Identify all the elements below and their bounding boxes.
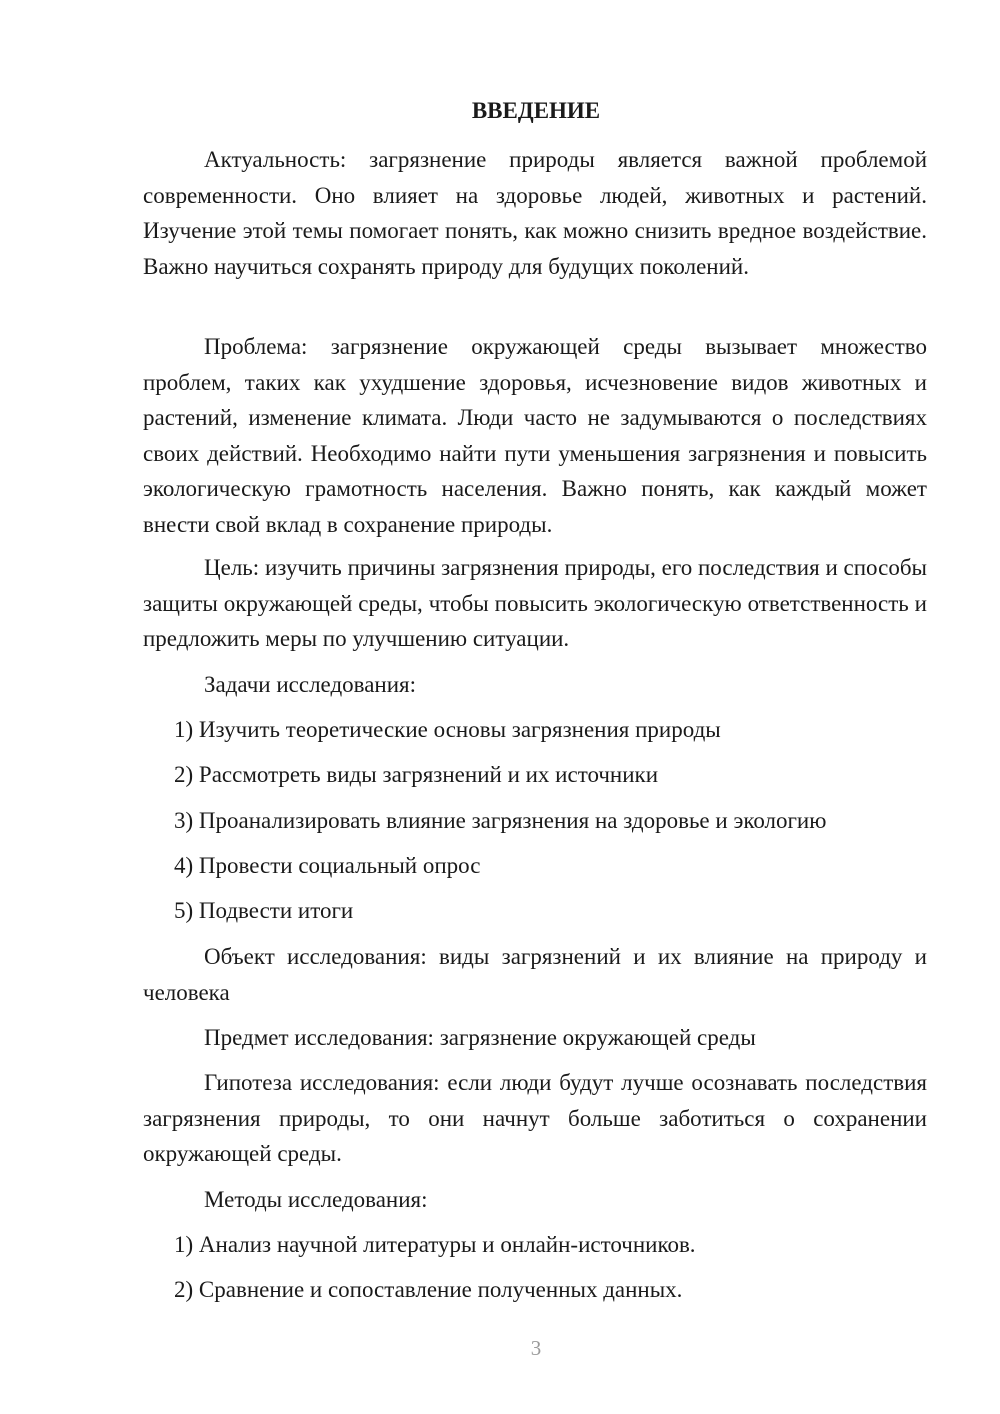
task-item: 2) Рассмотреть виды загрязнений и их источники xyxy=(174,762,659,787)
method-item: 2) Сравнение и сопоставление полученных данных. xyxy=(174,1277,683,1302)
task-item: 4) Провести социальный опрос xyxy=(174,853,481,878)
subject-paragraph: Предмет исследования: загрязнение окружающей среды xyxy=(204,1025,756,1050)
task-item: 3) Проанализировать влияние загрязнения на здоровье и экологию xyxy=(174,808,827,833)
task-item: 1) Изучить теоретические основы загрязнения природы xyxy=(174,717,721,742)
object-paragraph: Объект исследования: виды загрязнений и их влияние на природу и человека xyxy=(143,944,927,1005)
goal-paragraph: Цель: изучить причины загрязнения природы, его последствия и способы защиты окружающей среды, чтобы повысить экологическую ответственность и предложить меры по улучшению ситуации. xyxy=(143,555,927,651)
relevance-paragraph: Актуальность: загрязнение природы является важной проблемой современности. Оно влияет на здоровье людей, животных и растений. Изучение этой темы помогает понять, как можно снизить вредное воздействие. Важно научиться сохранять природу для будущих поколений. xyxy=(143,147,927,279)
task-item: 5) Подвести итоги xyxy=(174,898,354,923)
section-title: ВВЕДЕНИЕ xyxy=(471,98,601,123)
hypothesis-paragraph: Гипотеза исследования: если люди будут лучше осознавать последствия загрязнения природы, то они начнут больше заботиться о сохранении окружающей среды. xyxy=(143,1070,927,1166)
page-number: 3 xyxy=(530,1336,542,1360)
method-item: 1) Анализ научной литературы и онлайн-источников. xyxy=(174,1232,696,1257)
problem-paragraph: Проблема: загрязнение окружающей среды вызывает множество проблем, таких как ухудшение здоровья, исчезновение видов животных и растений, изменение климата. Люди часто не задумываются о последствиях своих действий. Необходимо найти пути уменьшения загрязнения и повысить экологическую грамотность населения. Важно понять, как каждый может внести свой вклад в сохранение природы. xyxy=(143,334,927,537)
methods-heading: Методы исследования: xyxy=(204,1187,428,1212)
tasks-heading: Задачи исследования: xyxy=(204,672,417,697)
